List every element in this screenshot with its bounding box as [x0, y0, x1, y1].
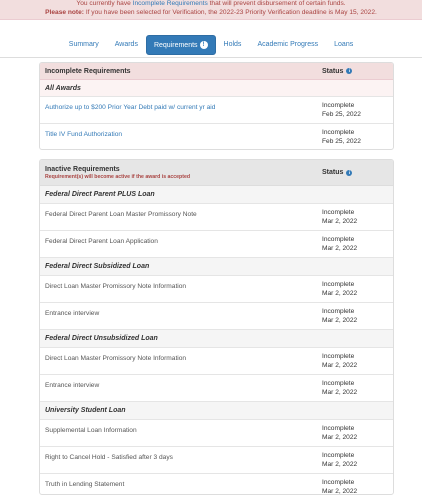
status-date: Mar 2, 2022: [322, 245, 358, 252]
requirement-label: Federal Direct Parent Loan Master Promissory Note: [45, 211, 197, 218]
tab-label: Loans: [334, 41, 354, 48]
status-date: Mar 2, 2022: [322, 389, 358, 396]
panel-title-block: [45, 166, 190, 180]
requirement-row: [40, 474, 393, 495]
tab-awards[interactable]: [107, 35, 146, 55]
status-header-label: Status: [322, 67, 344, 75]
requirement-label: Direct Loan Master Promissory Note Information: [45, 283, 187, 290]
tab-label: Holds: [223, 41, 242, 48]
status-header-label: Status: [322, 169, 344, 176]
requirement-status: [322, 447, 388, 473]
requirement-row: [40, 303, 393, 330]
tab-academic-progress[interactable]: [249, 35, 326, 55]
incomplete-requirements-alert: [0, 0, 422, 20]
status-date: Mar 2, 2022: [322, 434, 358, 441]
status-text: Incomplete: [322, 236, 355, 243]
status-date: Mar 2, 2022: [322, 488, 358, 495]
status-date: Mar 2, 2022: [322, 461, 358, 468]
requirement-row: [40, 231, 393, 258]
status-text: Incomplete: [322, 102, 355, 109]
incomplete-requirements-panel: [39, 62, 394, 150]
status-date: Mar 2, 2022: [322, 317, 358, 324]
requirement-label: Right to Cancel Hold - Satisfied after 3 days: [45, 454, 173, 461]
alert-note-text: If you have been selected for Verification, the 2022-23 Priority Verification deadline is May 15, 2022.: [83, 8, 377, 16]
requirement-status: [322, 204, 388, 230]
alert-note-label: Please note:: [45, 8, 84, 16]
alert-line-1: [0, 0, 422, 9]
panel-header: [40, 63, 393, 80]
tab-requirements[interactable]: [146, 35, 216, 55]
inactive-requirements-panel: [39, 159, 394, 495]
requirement-row: [40, 97, 393, 124]
group-heading: University Student Loan: [40, 402, 393, 420]
tab-label: Awards: [114, 41, 138, 48]
group-heading: All Awards: [40, 80, 393, 97]
requirement-label: Entrance interview: [45, 310, 100, 317]
status-text: Incomplete: [322, 281, 355, 288]
tab-loans[interactable]: [326, 35, 361, 55]
group-heading: Federal Direct Parent PLUS Loan: [40, 186, 393, 204]
requirement-status: [322, 231, 388, 257]
status-date: Mar 2, 2022: [322, 218, 358, 225]
tab-label: Summary: [68, 41, 99, 48]
requirement-label: Direct Loan Master Promissory Note Information: [45, 355, 187, 362]
alert-text: that will prevent disbursement of certain funds.: [207, 0, 346, 7]
status-date: Mar 2, 2022: [322, 290, 358, 297]
panel-subtitle: Requirement(s) will become active if the award is accepted: [45, 173, 191, 180]
requirement-status: [322, 375, 388, 401]
requirement-label: Entrance interview: [45, 382, 100, 389]
requirement-link[interactable]: Title IV Fund Authorization: [45, 131, 123, 138]
status-text: Incomplete: [322, 308, 355, 315]
alert-badge-icon: !: [200, 41, 208, 49]
requirement-link[interactable]: Authorize up to $200 Prior Year Debt paid w/ current yr aid: [45, 104, 216, 111]
requirement-status: [322, 276, 388, 302]
panel-title: Incomplete Requirements: [45, 67, 131, 75]
requirement-row: [40, 420, 393, 447]
requirement-row: [40, 204, 393, 231]
tab-label: Academic Progress: [257, 41, 319, 48]
requirement-row: [40, 348, 393, 375]
requirement-status: [322, 303, 388, 329]
status-text: Incomplete: [322, 425, 355, 432]
requirement-row: [40, 276, 393, 303]
status-header: [322, 68, 388, 75]
requirement-status: [322, 124, 388, 150]
tab-summary[interactable]: [61, 35, 107, 55]
status-text: Incomplete: [322, 353, 355, 360]
requirement-label: Federal Direct Parent Loan Application: [45, 238, 158, 245]
alert-line-2: [0, 9, 422, 18]
group-heading: Federal Direct Unsubsidized Loan: [40, 330, 393, 348]
requirement-label: Supplemental Loan Information: [45, 427, 137, 434]
tab-holds[interactable]: [216, 35, 250, 55]
status-text: Incomplete: [322, 452, 355, 459]
requirement-row: [40, 447, 393, 474]
group-heading: Federal Direct Subsidized Loan: [40, 258, 393, 276]
status-text: Incomplete: [322, 479, 355, 486]
requirement-label: Truth in Lending Statement: [45, 481, 125, 488]
requirement-row: [40, 375, 393, 402]
status-date: Feb 25, 2022: [322, 138, 361, 145]
status-text: Incomplete: [322, 129, 355, 136]
info-icon[interactable]: i: [346, 68, 352, 74]
incomplete-requirements-link[interactable]: Incomplete Requirements: [132, 0, 208, 7]
requirement-status: [322, 420, 388, 446]
panel-title: Inactive Requirements: [45, 165, 120, 173]
status-text: Incomplete: [322, 380, 355, 387]
info-icon[interactable]: i: [346, 170, 352, 176]
alert-text: You currently have: [76, 0, 133, 7]
status-text: Incomplete: [322, 209, 355, 216]
status-header: [322, 169, 388, 176]
requirement-status: [322, 348, 388, 374]
status-date: Feb 25, 2022: [322, 111, 361, 118]
status-date: Mar 2, 2022: [322, 362, 358, 369]
nav-divider: [0, 57, 422, 58]
requirement-row: [40, 124, 393, 150]
aid-nav-tabs: [0, 34, 422, 56]
requirement-status: [322, 474, 388, 495]
tab-label: Requirements: [153, 42, 198, 49]
panel-header: [40, 160, 393, 186]
requirement-status: [322, 97, 388, 123]
